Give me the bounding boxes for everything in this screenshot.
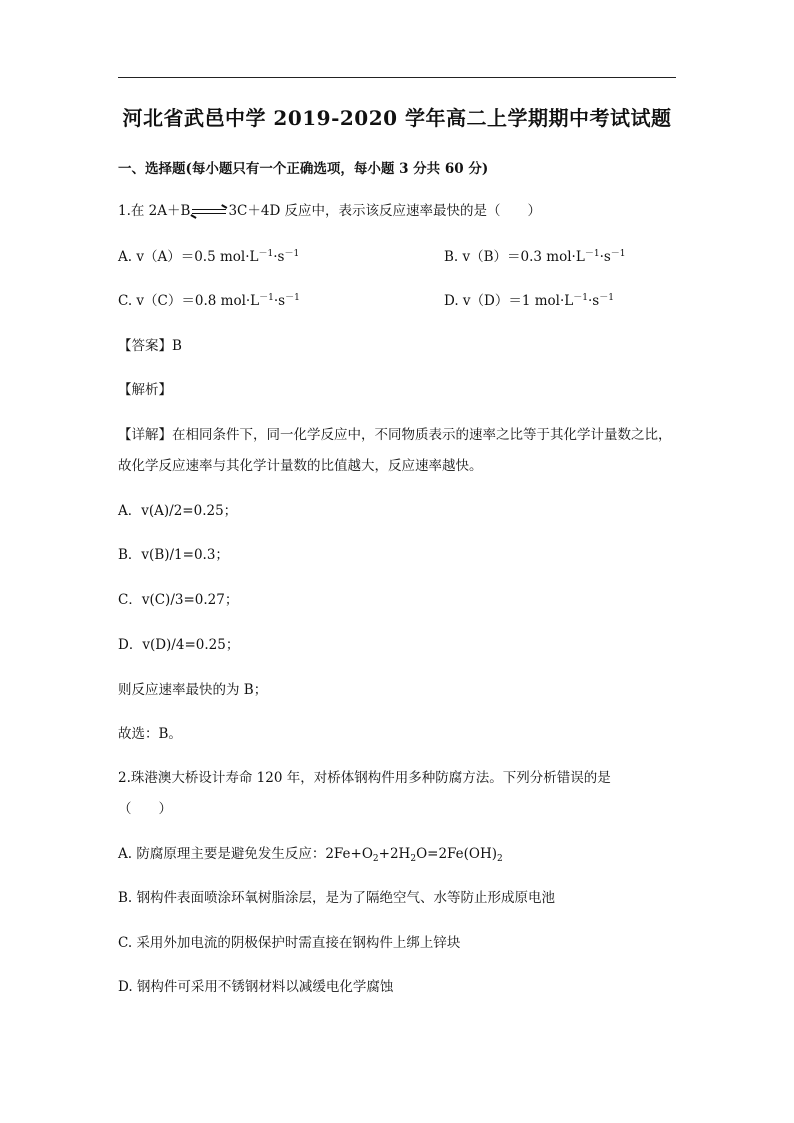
unit-exponent: －1 (285, 293, 300, 303)
q1-answer: 【答案】B (118, 338, 182, 354)
unit-mid: ·s (273, 293, 286, 309)
q1-option-a-text: A. v（A）＝0.5 mol·L (118, 249, 259, 265)
unit-mid: ·s (588, 293, 600, 309)
q2-option-c: C. 采用外加电流的阴极保护时需直接在钢构件上绑上锌块 (118, 935, 461, 951)
q1-stem-prefix: 1.在 2A＋B (118, 203, 191, 219)
unit-exponent: －1 (258, 249, 274, 259)
q1-option-b-text: B. v（B）＝0.3 mol·L (444, 249, 585, 265)
q1-calc-a: A．v(A)/2=0.25； (118, 503, 238, 519)
q1-detail-line-2: 故化学反应速率与其化学计量数的比值越大，反应速率越快。 (118, 458, 483, 474)
q1-option-b (444, 248, 626, 266)
unit-mid: ·s (599, 249, 611, 265)
equilibrium-arrow-icon (192, 207, 226, 217)
q1-option-c-text: C. v（C）＝0.8 mol·L (118, 293, 260, 309)
unit-mid: ·s (273, 249, 285, 265)
page-title: 河北省武邑中学 2019-2020 学年高二上学期期中考试试题 (122, 106, 672, 130)
formula-part: O=2Fe(OH) (416, 846, 498, 862)
unit-exponent: －1 (610, 249, 626, 259)
q2-option-a (118, 845, 503, 863)
q2-option-b: B. 钢构件表面喷涂环氧树脂涂层，是为了隔绝空气、水等防止形成原电池 (118, 890, 556, 906)
q1-calc-c: C．v(C)/3=0.27； (118, 592, 239, 608)
q2-option-a-text: A. 防腐原理主要是避免发生反应：2Fe+O (118, 846, 373, 862)
q1-calc-d: D．v(D)/4=0.25； (118, 637, 240, 653)
formula-part: +2H (378, 846, 411, 862)
q1-option-d (444, 292, 614, 310)
unit-exponent: －1 (584, 249, 600, 259)
subscript: 2 (372, 854, 379, 864)
header-rule (118, 77, 676, 78)
unit-exponent: －1 (284, 249, 300, 259)
q2-option-d: D. 钢构件可采用不锈钢材料以减缓电化学腐蚀 (118, 979, 394, 995)
subscript: 2 (497, 854, 503, 864)
q1-stem (118, 202, 541, 220)
unit-exponent: －1 (599, 293, 614, 303)
q1-calc-b: B．v(B)/1=0.3； (118, 547, 229, 563)
q1-option-d-text: D. v（D）＝1 mol·L (444, 293, 574, 309)
q1-option-a (118, 248, 299, 266)
q2-stem-line-2: （ ） (118, 801, 172, 817)
section-heading: 一、选择题(每小题只有一个正确选项，每小题 3 分共 60 分) (118, 161, 489, 177)
q1-conclusion: 则反应速率最快的为 B； (118, 682, 268, 698)
q1-analysis-heading: 【解析】 (118, 382, 172, 398)
q1-option-c (118, 292, 300, 310)
q2-stem-line-1: 2.珠港澳大桥设计寿命 120 年，对桥体钢构件用多种防腐方法。下列分析错误的是 (118, 770, 611, 786)
q1-choice: 故选：B。 (118, 726, 182, 742)
unit-exponent: －1 (259, 293, 274, 303)
unit-exponent: －1 (573, 293, 588, 303)
q1-stem-suffix: 3C＋4D 反应中，表示该反应速率最快的是（ ） (228, 203, 542, 219)
subscript: 2 (410, 854, 417, 864)
q1-detail-line-1: 【详解】在相同条件下，同一化学反应中，不同物质表示的速率之比等于其化学计量数之比， (118, 427, 672, 443)
